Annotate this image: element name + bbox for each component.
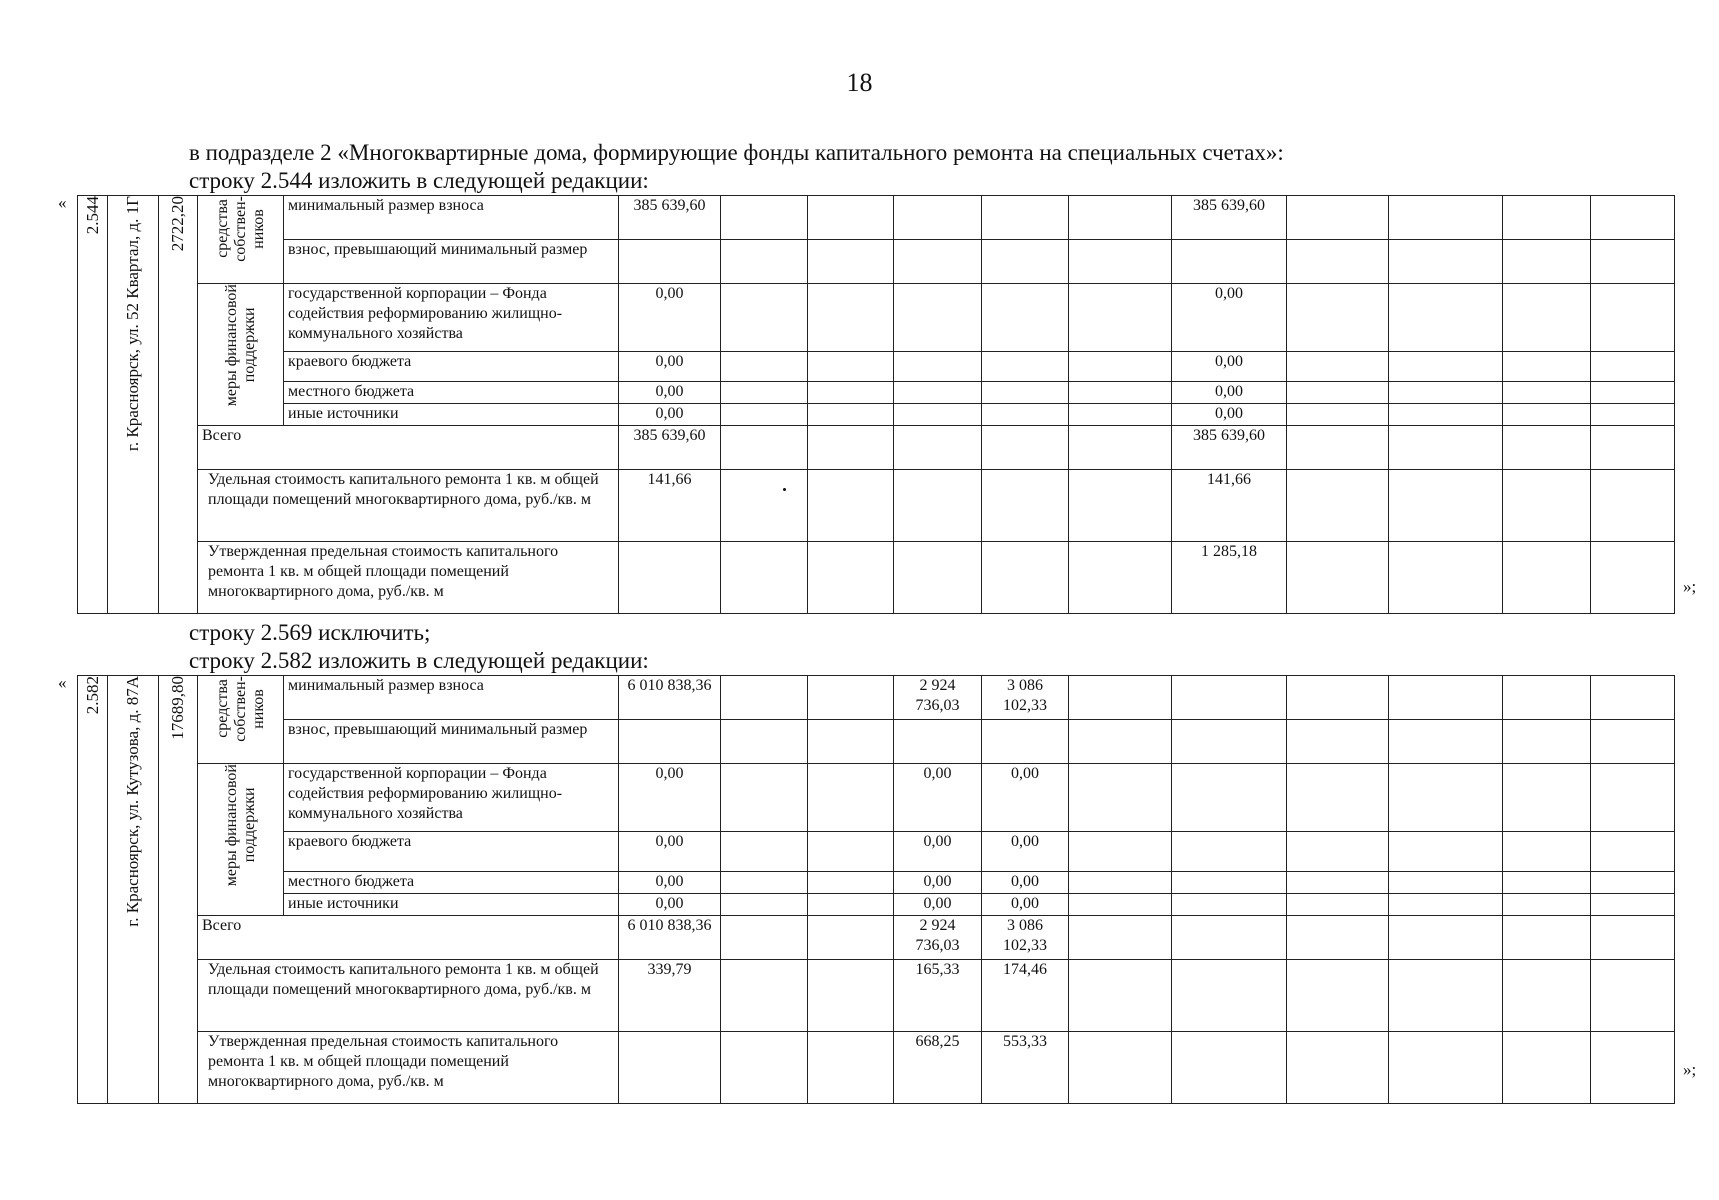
row-number-cell: [78, 676, 108, 1104]
address-cell: [108, 196, 159, 614]
other-label: иные источники: [284, 894, 619, 916]
owners-group-cell: [198, 196, 284, 284]
fund-a: 0,00: [894, 764, 982, 832]
limit-cost-total: 1 285,18: [1172, 542, 1287, 614]
table-row: [78, 240, 1675, 284]
unit-cost-label: Удельная стоимость капитального ремонта 1 кв. м общей площади помещений многоквартирного дома, руб./кв. м: [198, 470, 619, 542]
area-cell: [159, 676, 198, 1104]
local-a: 0,00: [894, 872, 982, 894]
over-min-label: взнос, превышающий минимальный размер: [284, 240, 619, 284]
owners-group-cell: [198, 676, 284, 764]
total-value: 6 010 838,36: [619, 916, 721, 960]
limit-cost-a: 668,25: [894, 1032, 982, 1104]
table-row: [78, 916, 1675, 960]
unit-cost-a: 165,33: [894, 960, 982, 1032]
section1-heading: строку 2.544 изложить в следующей редакции:: [189, 168, 649, 193]
intro-line: в подразделе 2 «Многоквартирные дома, формирующие фонды капитального ремонта на специальных счетах»:: [189, 140, 1284, 165]
fund-value: 0,00: [619, 284, 721, 352]
unit-cost-value: 339,79: [619, 960, 721, 1032]
support-group-label: меры финансовой поддержки: [222, 284, 258, 407]
regional-value: 0,00: [619, 832, 721, 872]
section2-heading: строку 2.582 изложить в следующей редакции:: [189, 648, 649, 673]
table-row: [78, 720, 1675, 764]
section2-open-quote: «: [58, 673, 67, 692]
page-number: 18: [846, 68, 873, 97]
row-number-cell: [78, 196, 108, 614]
table-row: [78, 1032, 1675, 1104]
total-label: Всего: [198, 426, 619, 470]
owners-group-label: средства собствен- ников: [213, 196, 267, 262]
other-value: 0,00: [619, 894, 721, 916]
table-row: [78, 960, 1675, 1032]
min-fee-value: 385 639,60: [619, 196, 721, 240]
fund-total: 0,00: [1172, 284, 1287, 352]
over-min-label: взнос, превышающий минимальный размер: [284, 720, 619, 764]
limit-cost-label: Утвержденная предельная стоимость капитального ремонта 1 кв. м общей площади помещений многоквартирного дома, руб./кв. м: [198, 1032, 619, 1104]
support-group-label: меры финансовой поддержки: [222, 764, 258, 887]
other-a: 0,00: [894, 894, 982, 916]
regional-total: 0,00: [1172, 352, 1287, 382]
other-b: 0,00: [982, 894, 1069, 916]
table-row: [78, 894, 1675, 916]
min-fee-b: 3 086 102,33: [982, 676, 1069, 720]
local-value: 0,00: [619, 382, 721, 404]
local-label: местного бюджета: [284, 872, 619, 894]
regional-a: 0,00: [894, 832, 982, 872]
table-row: [78, 542, 1675, 614]
total-total: 385 639,60: [1172, 426, 1287, 470]
row-number: 2.544: [82, 196, 102, 235]
area: 2722,20: [168, 196, 187, 252]
total-label: Всего: [198, 916, 619, 960]
table-row: [78, 426, 1675, 470]
table-row: [78, 872, 1675, 894]
regional-value: 0,00: [619, 352, 721, 382]
table-row: [78, 832, 1675, 872]
area: 17689,80: [168, 676, 187, 740]
other-label: иные источники: [284, 404, 619, 426]
table-row: [78, 470, 1675, 542]
min-fee-label: минимальный размер взноса: [284, 196, 619, 240]
support-group-cell: [198, 284, 284, 426]
total-a: 2 924 736,03: [894, 916, 982, 960]
stray-dot: [783, 488, 786, 491]
local-b: 0,00: [982, 872, 1069, 894]
local-label: местного бюджета: [284, 382, 619, 404]
unit-cost-label: Удельная стоимость капитального ремонта 1 кв. м общей площади помещений многоквартирного дома, руб./кв. м: [198, 960, 619, 1032]
table-row: [78, 404, 1675, 426]
owners-group-label: средства собствен- ников: [213, 676, 267, 742]
section1-table: [77, 195, 1675, 614]
support-group-cell: [198, 764, 284, 916]
min-fee-label: минимальный размер взноса: [284, 676, 619, 720]
fund-b: 0,00: [982, 764, 1069, 832]
section1-open-quote: «: [58, 193, 67, 212]
regional-label: краевого бюджета: [284, 352, 619, 382]
unit-cost-total: 141,66: [1172, 470, 1287, 542]
regional-label: краевого бюджета: [284, 832, 619, 872]
between-line: строку 2.569 исключить;: [189, 620, 431, 645]
regional-b: 0,00: [982, 832, 1069, 872]
address: г. Красноярск, ул. 52 Квартал, д. 1Г: [123, 196, 142, 452]
table-row: [78, 382, 1675, 404]
fund-value: 0,00: [619, 764, 721, 832]
address-cell: [108, 676, 159, 1104]
table-row: [78, 676, 1675, 720]
total-b: 3 086 102,33: [982, 916, 1069, 960]
section1-close-quote: »;: [1683, 577, 1697, 596]
local-total: 0,00: [1172, 382, 1287, 404]
table-row: [78, 196, 1675, 240]
area-cell: [159, 196, 198, 614]
unit-cost-b: 174,46: [982, 960, 1069, 1032]
fund-label: государственной корпорации – Фонда содействия реформированию жилищно-коммунального хозяйства: [284, 284, 619, 352]
address: г. Красноярск, ул. Кутузова, д. 87А: [123, 676, 142, 927]
section2-close-quote: »;: [1683, 1060, 1697, 1079]
row-number: 2.582: [82, 676, 102, 715]
table-row: [78, 352, 1675, 382]
section2-table: [77, 675, 1675, 1104]
unit-cost-value: 141,66: [619, 470, 721, 542]
table-row: [78, 284, 1675, 352]
min-fee-value: 6 010 838,36: [619, 676, 721, 720]
other-total: 0,00: [1172, 404, 1287, 426]
min-fee-a: 2 924 736,03: [894, 676, 982, 720]
total-value: 385 639,60: [619, 426, 721, 470]
other-value: 0,00: [619, 404, 721, 426]
local-value: 0,00: [619, 872, 721, 894]
table-row: [78, 764, 1675, 832]
limit-cost-b: 553,33: [982, 1032, 1069, 1104]
fund-label: государственной корпорации – Фонда содействия реформированию жилищно-коммунального хозяйства: [284, 764, 619, 832]
limit-cost-label: Утвержденная предельная стоимость капитального ремонта 1 кв. м общей площади помещений многоквартирного дома, руб./кв. м: [198, 542, 619, 614]
min-fee-total: 385 639,60: [1172, 196, 1287, 240]
